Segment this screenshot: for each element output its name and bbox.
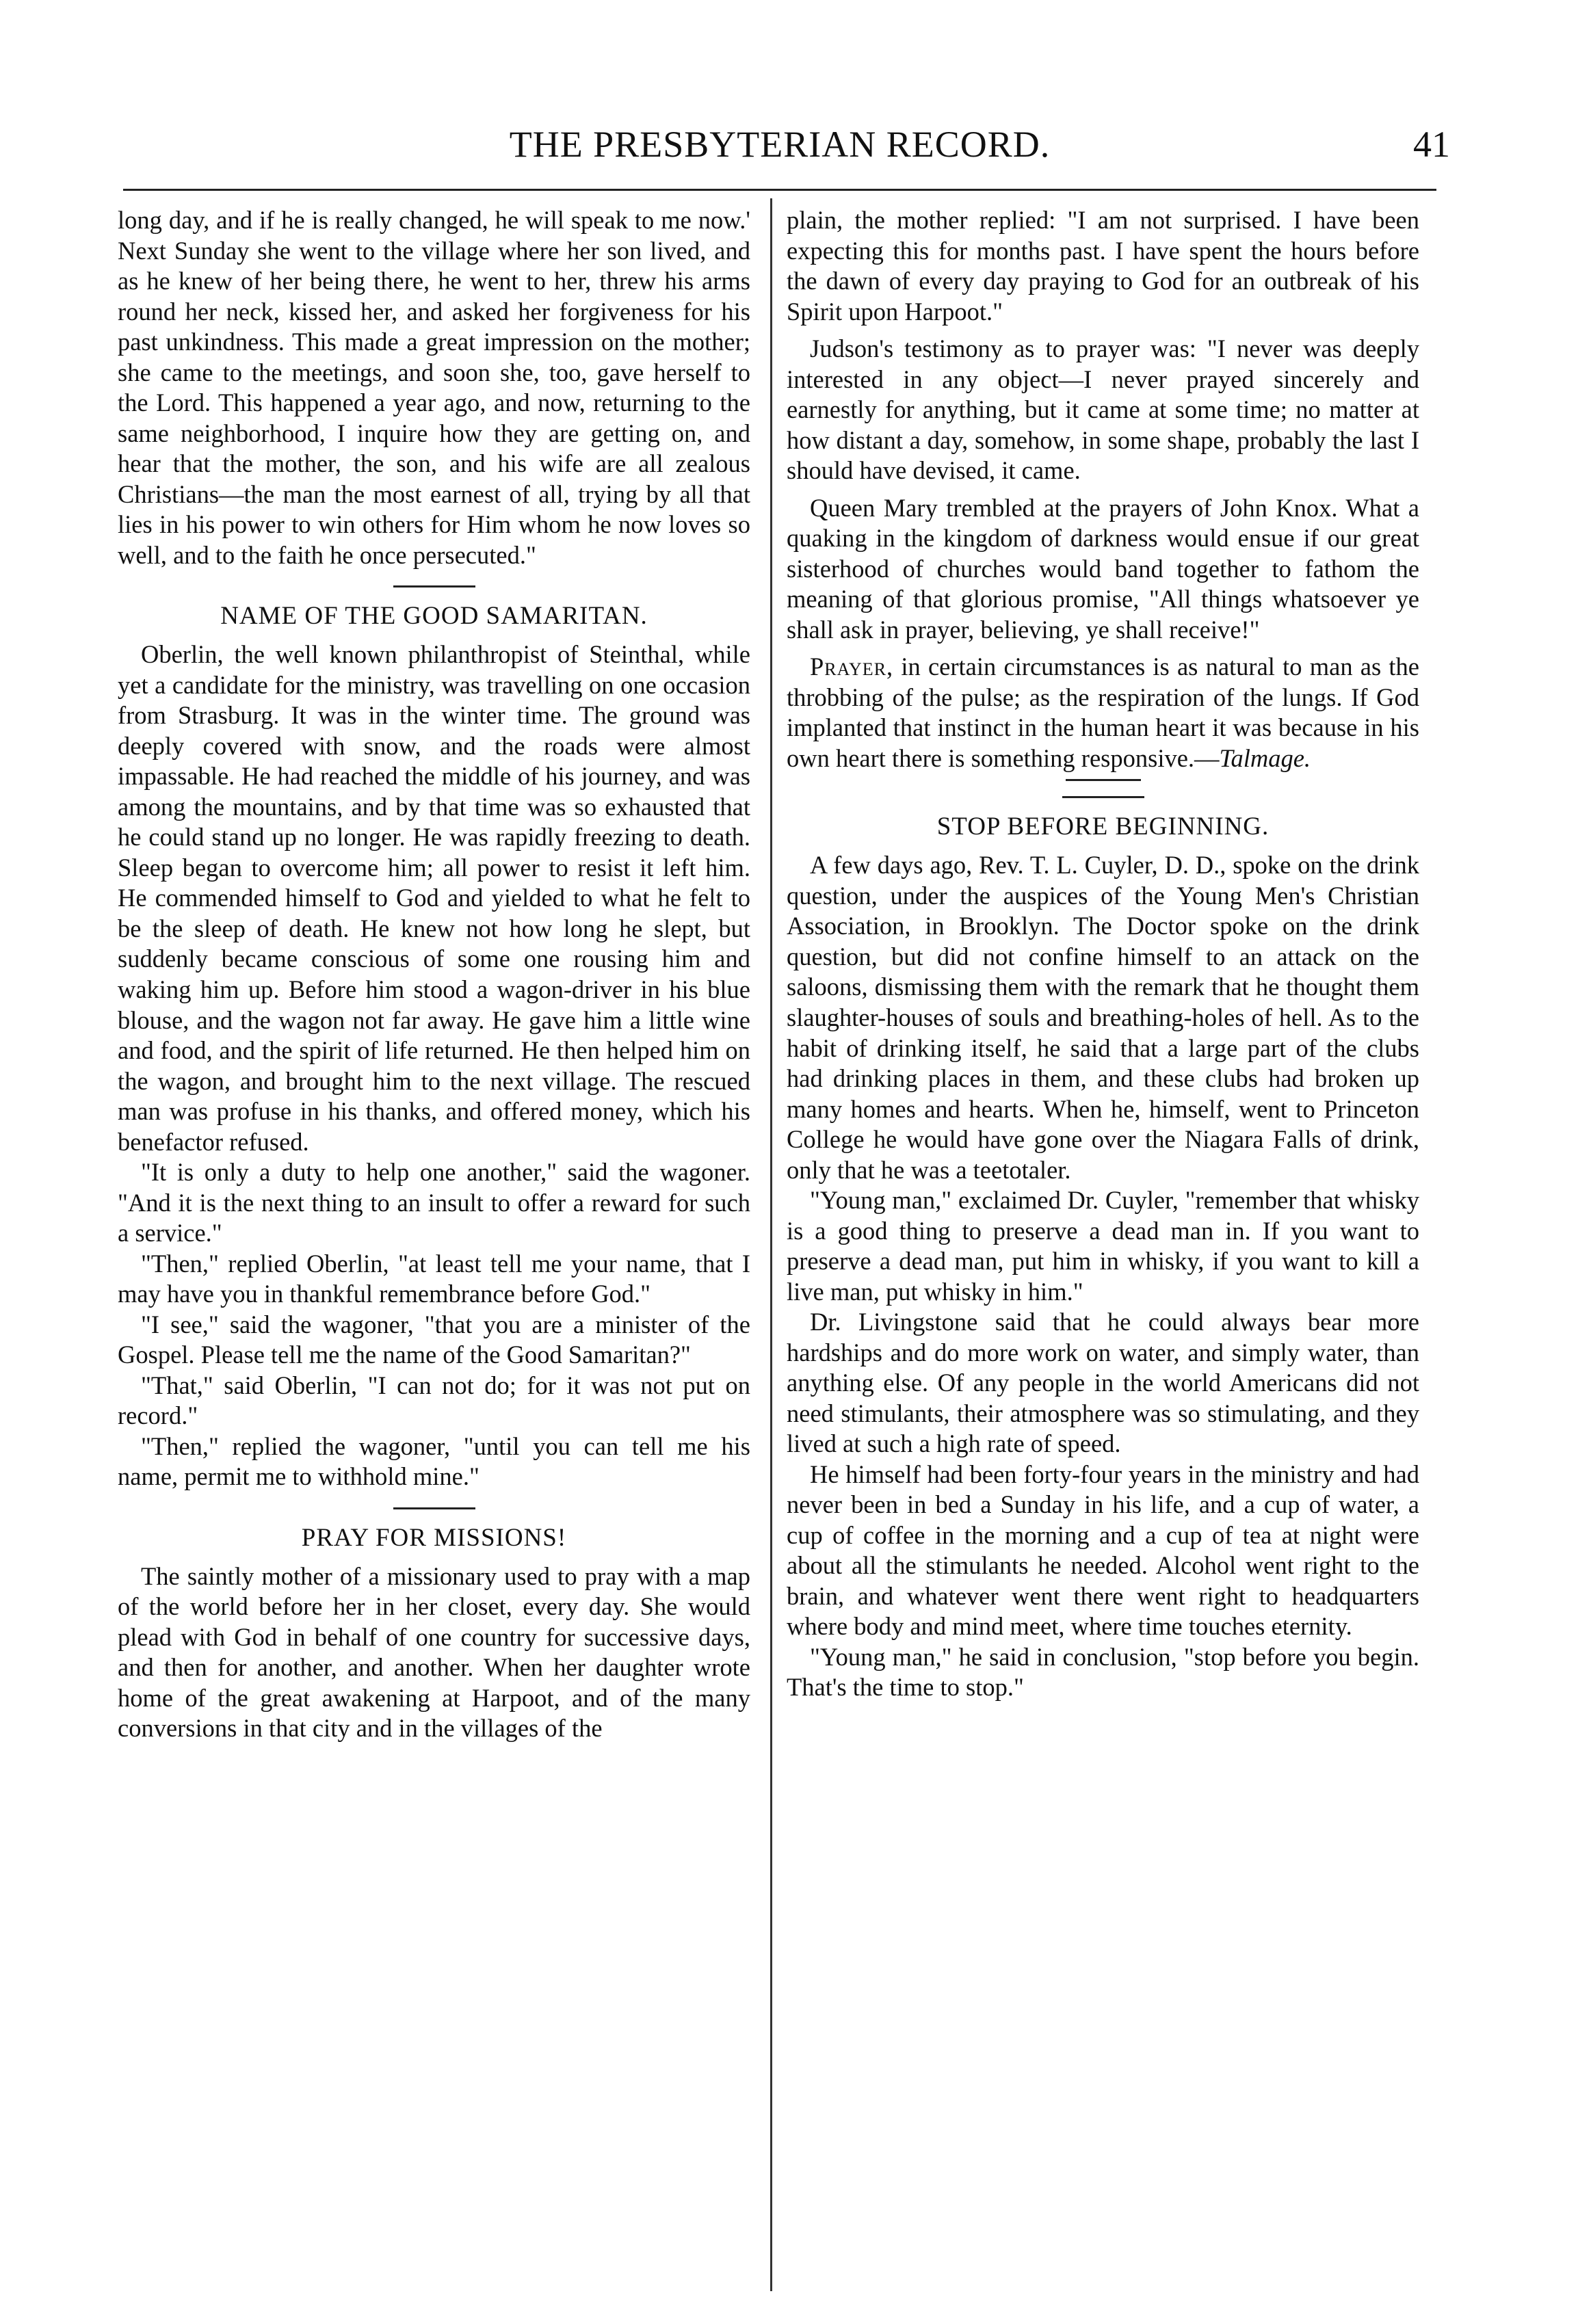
paragraph: Queen Mary trembled at the prayers of John Knox. What a quaking in the kingdom of darkness would ensue if our great sisterhood of churches would band together to fathom the meaning of that glorious promise, "All things whatsoever ye shall ask in prayer, believing, ye shall receive!" bbox=[787, 493, 1419, 644]
paragraph: He himself had been forty-four years in the ministry and had never been in bed a Sunday in his life, and a cup of water, a cup of coffee in the morning and a cup of tea at night were about all the stimulants he needed. Alcohol went right to the brain, and whatever went there went right to headquarters where body and mind meet, where time touches eternity. bbox=[787, 1460, 1419, 1641]
paragraph: "I see," said the wagoner, "that you are a minister of the Gospel. Please tell me the name of the Good Samaritan?" bbox=[118, 1310, 750, 1369]
paragraph: "It is only a duty to help one another," said the wagoner. "And it is the next thing to an insult to offer a reward for such a service." bbox=[118, 1158, 750, 1247]
running-title: THE PRESBYTERIAN RECORD. bbox=[509, 124, 1051, 165]
page-header bbox=[123, 123, 1450, 178]
paragraph: "Young man," he said in conclusion, "stop before you begin. That's the time to stop." bbox=[787, 1642, 1419, 1702]
paragraph: "Then," replied the wagoner, "until you can tell me his name, permit me to withhold mine." bbox=[118, 1431, 750, 1491]
left-column bbox=[118, 205, 750, 1744]
paragraph: "Young man," exclaimed Dr. Cuyler, "remember that whisky is a good thing to preserve a dead man in. If you want to preserve a dead man, put him in whisky, if you want to kill a live man, put whisky in him." bbox=[787, 1186, 1419, 1306]
attribution: Talmage. bbox=[1219, 743, 1311, 772]
attribution-rule bbox=[1066, 779, 1141, 781]
paragraph: A few days ago, Rev. T. L. Cuyler, D. D., spoke on the drink question, under the auspices of the Young Men's Christian Association, in Brooklyn. The Doctor spoke on the drink question, but did not confine himself to an attack on the saloons, dismissing them with the remark that he thought them slaughter-houses of souls and breathing-holes of hell. As to the habit of drinking itself, he said that a large part of the clubs had drinking places in them, and these clubs had broken up many homes and hearts. When he, himself, went to Princeton College he would have gone over the Niagara Falls of drink, only that he was a teetotaler. bbox=[787, 851, 1419, 1184]
paragraph: long day, and if he is really changed, he will speak to me now.' Next Sunday she went to the village where her son lived, and as he knew of her being there, he went to her, threw his arms round her neck, kissed her, and asked her forgiveness for his past unkindness. This made a great impression on the mother; she came to the meetings, and soon she, too, gave herself to the Lord. This happened a year ago, and now, returning to the same neighborhood, I inquire how they are getting on, and hear that the mother, the son, and his wife are all zealous Christians—the man the most earnest of all, trying by all that lies in his power to win others for Him whom he now loves so well, and to the faith he once persecuted." bbox=[118, 206, 750, 569]
section-heading-pray-for-missions: PRAY FOR MISSIONS! bbox=[118, 1507, 750, 1553]
paragraph: Dr. Livingstone said that he could always bear more hardships and do more work on water, and simply water, than anything else. Of any people in the world Americans did not need stimulants, their atmosphere was so stimulating, and they lived at such a high rate of speed. bbox=[787, 1308, 1419, 1458]
paragraph-text: in certain circumstances is as natural to man as the throbbing of the pulse; as the respiration of the lungs. If God implanted that instinct in the human heart it was because in his own heart there is something responsive.— bbox=[787, 652, 1419, 772]
paragraph: "That," said Oberlin, "I can not do; for it was not put on record." bbox=[118, 1371, 750, 1430]
right-column bbox=[787, 205, 1419, 1703]
header-rule bbox=[123, 189, 1436, 191]
paragraph: Judson's testimony as to prayer was: "I never was deeply interested in any object—I never prayed sincerely and earnestly for anything, but it came at some time; no matter at how distant a day, somehow, in some shape, probably the last I should have devised, it came. bbox=[787, 334, 1419, 485]
paragraph: The saintly mother of a missionary used to pray with a map of the world before her in her closet, every day. She would plead with God in behalf of one country for successive days, and then for another, and another. When her daughter wrote home of the great awakening at Harpoot, and of the many conversions in that city and in the villages of the bbox=[118, 1561, 750, 1743]
section-heading-stop-before-beginning: STOP BEFORE BEGINNING. bbox=[787, 796, 1419, 842]
prayer-paragraph bbox=[787, 652, 1419, 774]
column-divider bbox=[770, 198, 772, 2291]
lead-word: Prayer, bbox=[810, 652, 894, 681]
paragraph: "Then," replied Oberlin, "at least tell me your name, that I may have you in thankful remembrance before God." bbox=[118, 1249, 750, 1308]
page-number: 41 bbox=[1413, 124, 1450, 165]
section-heading-good-samaritan: NAME OF THE GOOD SAMARITAN. bbox=[118, 585, 750, 631]
paragraph: Oberlin, the well known philanthropist of Steinthal, while yet a candidate for the ministry, was travelling on one occasion from Strasburg. It was in the winter time. The ground was deeply covered with snow, and the roads were almost impassable. He had reached the middle of his journey, and was among the mountains, and by that time was so exhausted that he could stand up no longer. He was rapidly freezing to death. Sleep began to overcome him; all power to resist it left him. He commended himself to God and yielded to what he felt to be the sleep of death. He knew not how long he slept, but suddenly became conscious of some one rousing him and waking him up. Before him stood a wagon-driver in his blue blouse, and the wagon not far away. He gave him a little wine and food, and the spirit of life returned. He then helped him on the wagon, and brought him to the next village. The rescued man was profuse in his thanks, and offered money, which his benefactor refused. bbox=[118, 640, 750, 1156]
paragraph: plain, the mother replied: "I am not surprised. I have been expecting this for months past. I have spent the hours before the dawn of every day praying to God for an outbreak of his Spirit upon Harpoot." bbox=[787, 206, 1419, 326]
